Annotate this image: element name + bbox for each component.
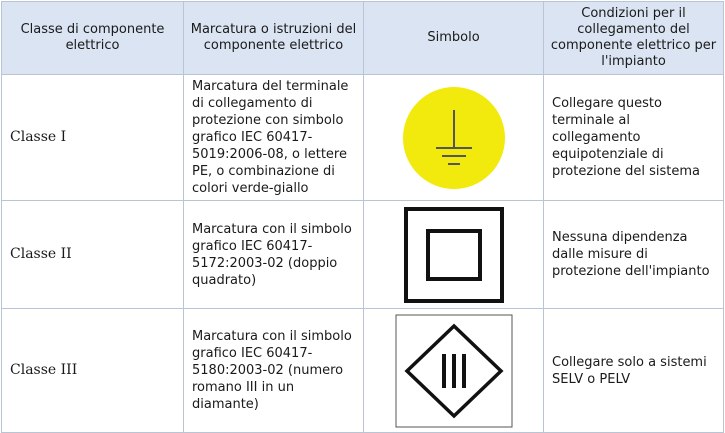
table-row (2, 309, 724, 433)
cell-classe: Classe III (2, 309, 184, 433)
double-square-icon (404, 207, 504, 303)
electrical-classes-table (1, 1, 724, 433)
cell-classe: Classe I (2, 75, 184, 201)
cell-classe: Classe II (2, 201, 184, 309)
cell-marcatura: Marcatura con il simbolo grafico IEC 60417-5172:2003-02 (doppio quadrato) (184, 201, 364, 309)
cell-simbolo (364, 309, 544, 433)
header-classe: Classe di componente elettrico (2, 2, 184, 75)
protective-earth-icon (402, 86, 506, 190)
cell-marcatura: Marcatura del terminale di collegamento di protezione con simbolo grafico IEC 60417-5019:2006-08, o lettere PE, o combinazione di colori verde-giallo (184, 75, 364, 201)
cell-condizioni: Nessuna dipendenza dalle misure di protezione dell'impianto (544, 201, 724, 309)
cell-condizioni: Collegare questo terminale al collegamento equipotenziale di protezione del sistema (544, 75, 724, 201)
roman-three-diamond-icon (395, 314, 513, 428)
table-header-row (2, 2, 724, 75)
cell-simbolo (364, 201, 544, 309)
cell-condizioni: Collegare solo a sistemi SELV o PELV (544, 309, 724, 433)
header-condizioni: Condizioni per il collegamento del componente elettrico per l'impianto (544, 2, 724, 75)
cell-simbolo (364, 75, 544, 201)
cell-marcatura: Marcatura con il simbolo grafico IEC 60417-5180:2003-02 (numero romano III in un diamante) (184, 309, 364, 433)
table-row (2, 201, 724, 309)
header-marcatura: Marcatura o istruzioni del componente elettrico (184, 2, 364, 75)
header-simbolo: Simbolo (364, 2, 544, 75)
table-row (2, 75, 724, 201)
